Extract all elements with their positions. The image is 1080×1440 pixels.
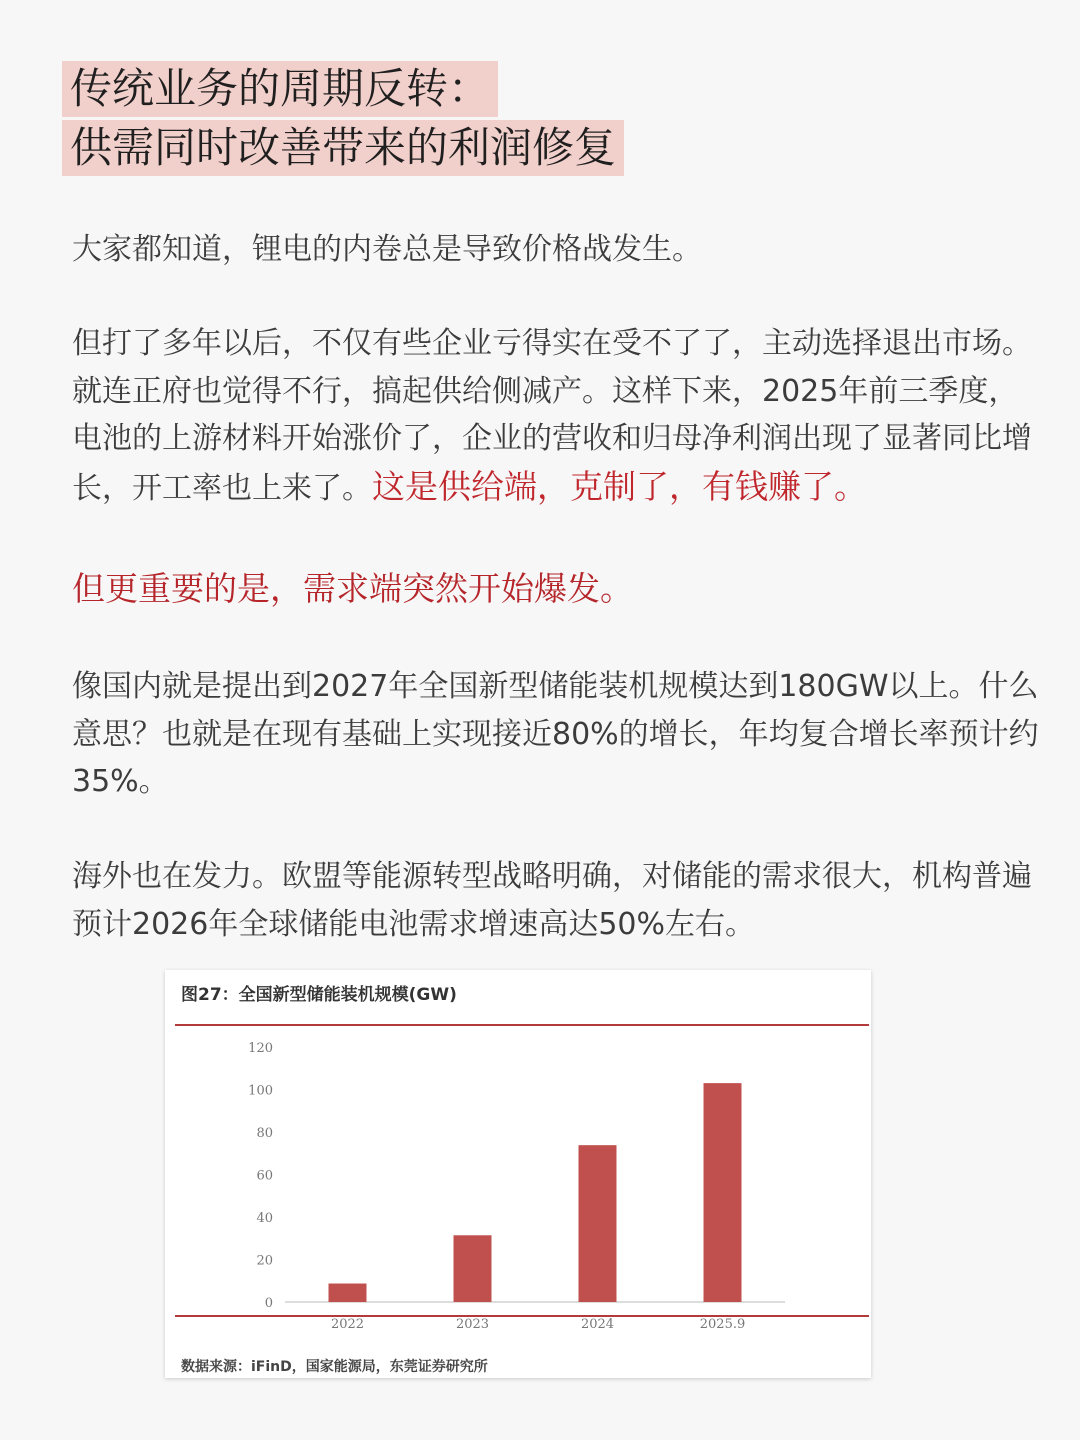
paragraph-3-emphasis: 但更重要的是，需求端突然开始爆发。: [72, 569, 633, 608]
chart-figure: [165, 970, 871, 1378]
x-tick-label: 2022: [330, 1317, 365, 1332]
page-title-line-2: 供需同时改善带来的利润修复: [62, 120, 624, 176]
y-tick-label: 80: [256, 1126, 273, 1141]
x-tick-label: 2025.9: [699, 1317, 746, 1332]
y-tick-label: 100: [248, 1083, 273, 1099]
y-tick-label: 20: [256, 1253, 273, 1269]
bar-2022: [329, 1284, 367, 1302]
y-tick-label: 0: [264, 1296, 273, 1311]
x-tick-label: 2023: [455, 1317, 490, 1332]
bar-2025.9: [704, 1083, 742, 1302]
paragraph-4: 像国内就是提出到2027年全国新型储能装机规模达到180GW以上。什么意思？也就是在现有基础上实现接近80%的增长，年均复合增长率预计约35%。: [72, 669, 1039, 799]
paragraph-2: [72, 320, 1040, 512]
paragraph-2-text: 但打了多年以后，不仅有些企业亏得实在受不了了，主动选择退出市场。就连正府也觉得不行，搞起供给侧减产。这样下来，2025年前三季度，电池的上游材料开始涨价了，企业的营收和归母净利润出现了显著同比增长，开工率也上来了。: [72, 326, 1032, 506]
paragraph-5: 海外也在发力。欧盟等能源转型战略明确，对储能的需求很大，机构普遍预计2026年全球储能电池需求增速高达50%左右。: [72, 859, 1032, 942]
bar-2023: [454, 1235, 492, 1302]
chart-source: 数据来源：iFinD，国家能源局，东莞证券研究所: [181, 1359, 488, 1375]
y-tick-label: 120: [248, 1041, 273, 1056]
chart-title: 图27：全国新型储能装机规模(GW): [181, 985, 457, 1005]
paragraph-2-highlight: 这是供给端，克制了，有钱赚了。: [372, 466, 867, 506]
y-tick-label: 40: [256, 1211, 273, 1226]
paragraph-1: 大家都知道，锂电的内卷总是导致价格战发生。: [72, 232, 702, 267]
chart-bottom-rule: [175, 1315, 869, 1317]
bar-2024: [579, 1145, 617, 1302]
y-tick-label: 60: [256, 1168, 273, 1184]
x-tick-label: 2024: [580, 1317, 615, 1332]
page-title-line-1: 传统业务的周期反转：: [62, 61, 498, 117]
